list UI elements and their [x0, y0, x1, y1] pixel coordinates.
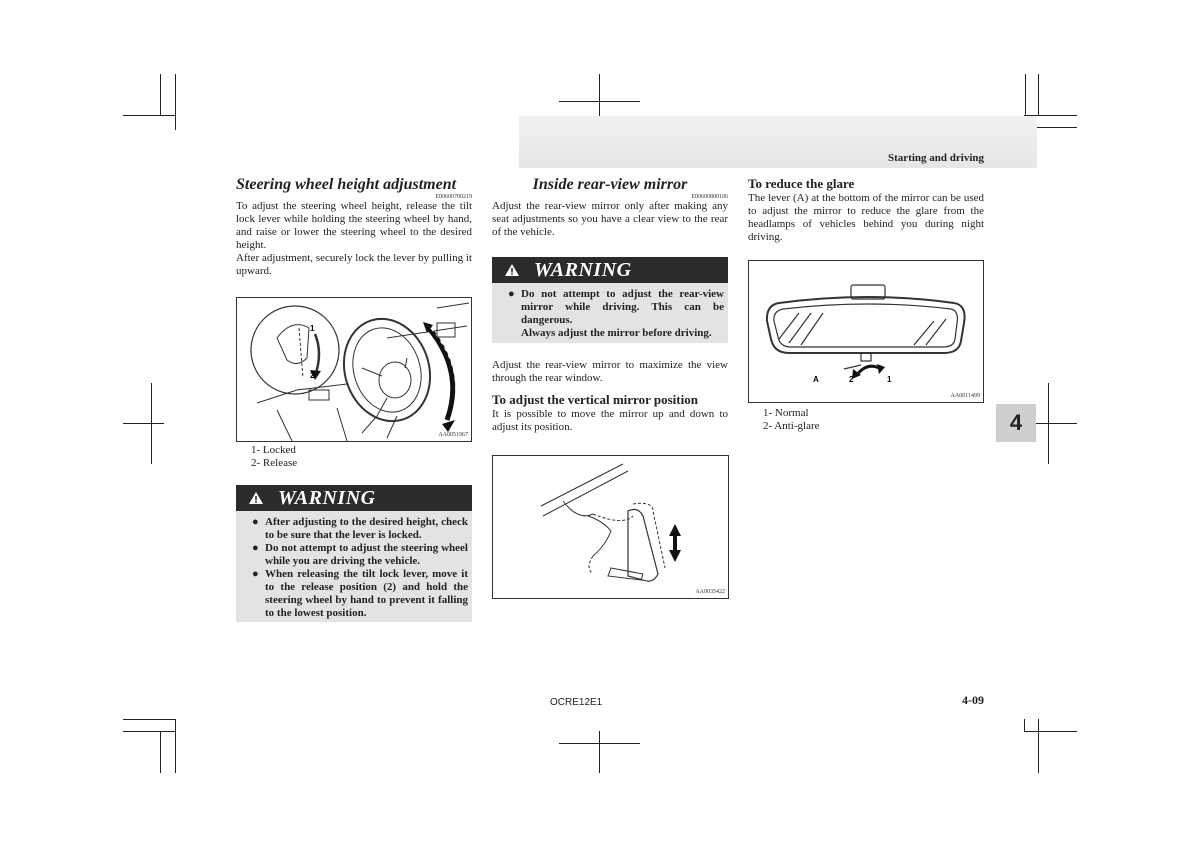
steering-warning [236, 485, 472, 622]
mirror-vertical-figure-code: AA0035422 [695, 589, 725, 595]
caption-locked: 1- Locked [251, 444, 296, 456]
steering-paragraph-2: After adjustment, securely lock the lever by pulling it upward. [236, 252, 472, 277]
mirror-title: Inside rear-view mirror [532, 176, 688, 193]
warning-triangle-icon [504, 263, 520, 277]
steering-figure-code: AA0051967 [438, 432, 468, 438]
warning-item: ● After adjusting to the desired height, check to be sure that the lever is locked. [252, 516, 468, 542]
mirror-paragraph-2: Adjust the rear-view mirror to maximize the view through the rear window. [492, 359, 728, 384]
chapter-tab [996, 404, 1036, 442]
chapter-number: 4 [1009, 410, 1023, 435]
mirror-body [492, 359, 728, 434]
caption-release: 2- Release [251, 457, 298, 469]
steering-captions [251, 444, 451, 470]
glare-mirror-illustration [749, 261, 983, 402]
glare-figure-code: AA0011499 [950, 393, 980, 399]
glare-paragraph: The lever (A) at the bottom of the mirror can be used to adjust the mirror to reduce the glare from the headlamps of vehicles behind you during night driving. [748, 192, 984, 243]
document-code: OCRE12E1 [550, 697, 603, 708]
mirror-paragraph-3: It is possible to move the mirror up and down to adjust its position. [492, 408, 728, 433]
mirror-warning [492, 257, 728, 343]
column-steering [236, 176, 472, 278]
vertical-position-heading: To adjust the vertical mirror position [492, 392, 698, 407]
glare-label-a: A [813, 375, 819, 384]
mirror-vertical-figure [492, 455, 729, 599]
mirror-code: E00600800106 [691, 194, 728, 200]
mirror-warning-header [492, 257, 728, 283]
section-header: Starting and driving [888, 152, 984, 164]
warning-triangle-icon [248, 491, 264, 505]
page-number: 4-09 [962, 693, 984, 707]
glare-captions [763, 407, 963, 433]
steering-warning-title: WARNING [278, 486, 376, 509]
mirror-warning-list [492, 283, 728, 346]
warning-item: ● When releasing the tilt lock lever, move it to the release position (2) and hold the steering wheel by hand to prevent it falling to the lowest position. [252, 568, 468, 620]
steering-warning-list [236, 511, 472, 626]
glare-heading: To reduce the glare [748, 176, 855, 191]
glare-figure [748, 260, 984, 403]
steering-label-1: 1 [310, 324, 315, 333]
warning-item-line-2: Always adjust the mirror before driving. [521, 327, 712, 339]
steering-title: Steering wheel height adjustment [236, 176, 457, 193]
steering-label-2: 2 [310, 371, 315, 380]
caption-normal: 1- Normal [763, 407, 809, 419]
caption-anti-glare: 2- Anti-glare [763, 420, 820, 432]
column-glare [748, 176, 984, 244]
steering-warning-header [236, 485, 472, 511]
warning-item-line-1: Do not attempt to adjust the rear-view mirror while driving. This can be dangerous. [521, 288, 724, 326]
steering-illustration [237, 298, 471, 441]
mirror-vertical-illustration [493, 456, 728, 598]
glare-label-2: 2 [849, 375, 854, 384]
column-mirror [492, 176, 728, 239]
glare-label-1: 1 [887, 375, 892, 384]
steering-figure [236, 297, 472, 442]
warning-item [508, 288, 724, 340]
steering-code: E00600700219 [435, 194, 472, 200]
warning-item: ● Do not attempt to adjust the steering wheel while you are driving the vehicle. [252, 542, 468, 568]
mirror-paragraph-1: Adjust the rear-view mirror only after making any seat adjustments so you have a clear view to the rear of the vehicle. [492, 200, 728, 238]
mirror-warning-title: WARNING [534, 258, 632, 281]
steering-paragraph-1: To adjust the steering wheel height, release the tilt lock lever while holding the steering wheel by hand, and raise or lower the steering wheel to the desired height. [236, 200, 472, 251]
